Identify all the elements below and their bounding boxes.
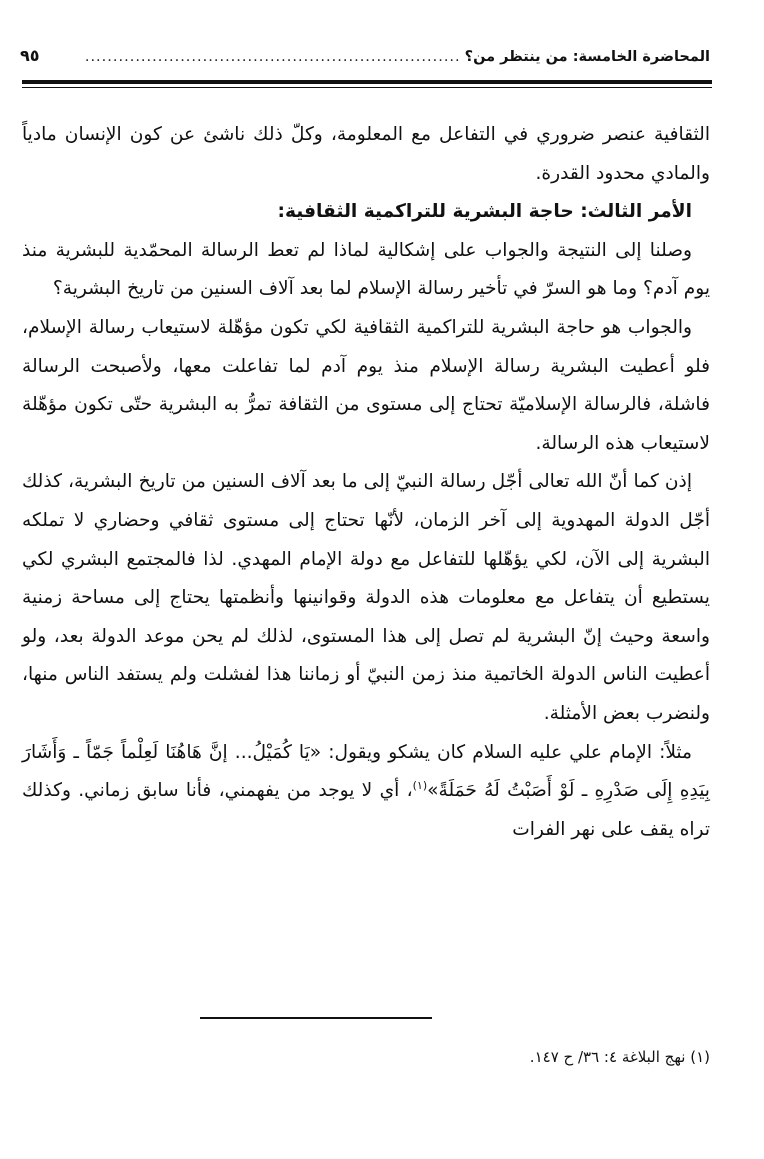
- paragraph-1: الثقافية عنصر ضروري في التفاعل مع المعلومة، وكلّ ذلك ناشئ عن كون الإنسان مادياً والمادي محدود القدرة.: [22, 124, 710, 184]
- chapter-title: المحاضرة الخامسة: من ينتظر من؟: [464, 49, 710, 65]
- footnote-ref[interactable]: (١): [412, 778, 428, 792]
- paragraph-5-continuation: ، أي لا يوجد من يفهمني، فأنا سابق زماني. وكذلك تراه يقف على نهر الفرات: [22, 780, 710, 840]
- page-number: ٩٥: [20, 46, 40, 65]
- header-rule-thick: [22, 80, 712, 84]
- leader-dots: ...................................................................: [84, 49, 461, 65]
- paragraph-3: والجواب هو حاجة البشرية للتراكمية الثقافية لكي تكون مؤهّلة لاستيعاب رسالة الإسلام، فلو أعطيت البشرية رسالة الإسلام منذ يوم آدم لما تفاعلت معها، ولأصبحت الرسالة فاشلة، فالرسالة الإسلاميّة تحتاج إلى مستوى من الثقافة تمرُّ به البشرية حتّى تكون مؤهّلة لاستيعاب هذه الرسالة.: [22, 316, 710, 454]
- quote-text: مثلاً: الإمام علي عليه السلام كان يشكو ويقول: «يَا كُمَيْلُ... إنَّ هَاهُنَا لَعِلْماً جَمّاً ـ وَأَشَارَ بِيَدِهِ إِلَى صَدْرِهِ ـ لَوْ أَصَبْتُ لَهُ حَمَلَةً»: [22, 741, 710, 802]
- header-rule-thin: [22, 87, 712, 88]
- running-header: [20, 46, 710, 74]
- footnote: (١) نهج البلاغة ٤: ٣٦/ ح ١٤٧.: [529, 1048, 710, 1066]
- paragraph-2: وصلنا إلى النتيجة والجواب على إشكالية لماذا لم تعط الرسالة المحمّدية للبشرية منذ يوم آدم؟ وما هو السرّ في تأخير رسالة الإسلام لما بعد آلاف السنين من تاريخ البشرية؟: [22, 239, 710, 300]
- body-text: [22, 116, 710, 849]
- paragraph-5: [22, 734, 710, 850]
- section-heading: الأمر الثالث: حاجة البشرية للتراكمية الثقافية:: [277, 201, 692, 223]
- footnote-separator: [200, 1017, 432, 1019]
- paragraph-4: إذن كما أنّ الله تعالى أجّل رسالة النبيّ إلى ما بعد آلاف السنين من تاريخ البشرية، كذلك أجّل الدولة المهدوية إلى آخر الزمان، لأنّها تحتاج إلى مستوى ثقافي وحضاري لا تملكه البشرية إلى الآن، لكي يؤهّلها للتفاعل مع دولة الإمام المهدي. لذا فالمجتمع البشري لكي يستطيع أن يتفاعل مع معلومات هذه الدولة وقوانينها وأنظمتها يحتاج إلى مساحة زمنية واسعة وحيث إنّ البشرية لم تصل إلى هذا المستوى، لذلك لم يحن موعد الدولة بعد، ولو أعطيت الناس الدولة الخاتمية منذ زمن النبيّ أو زماننا هذا لفشلت ولم يستفد الناس منها، ولنضرب بعض الأمثلة.: [22, 471, 710, 724]
